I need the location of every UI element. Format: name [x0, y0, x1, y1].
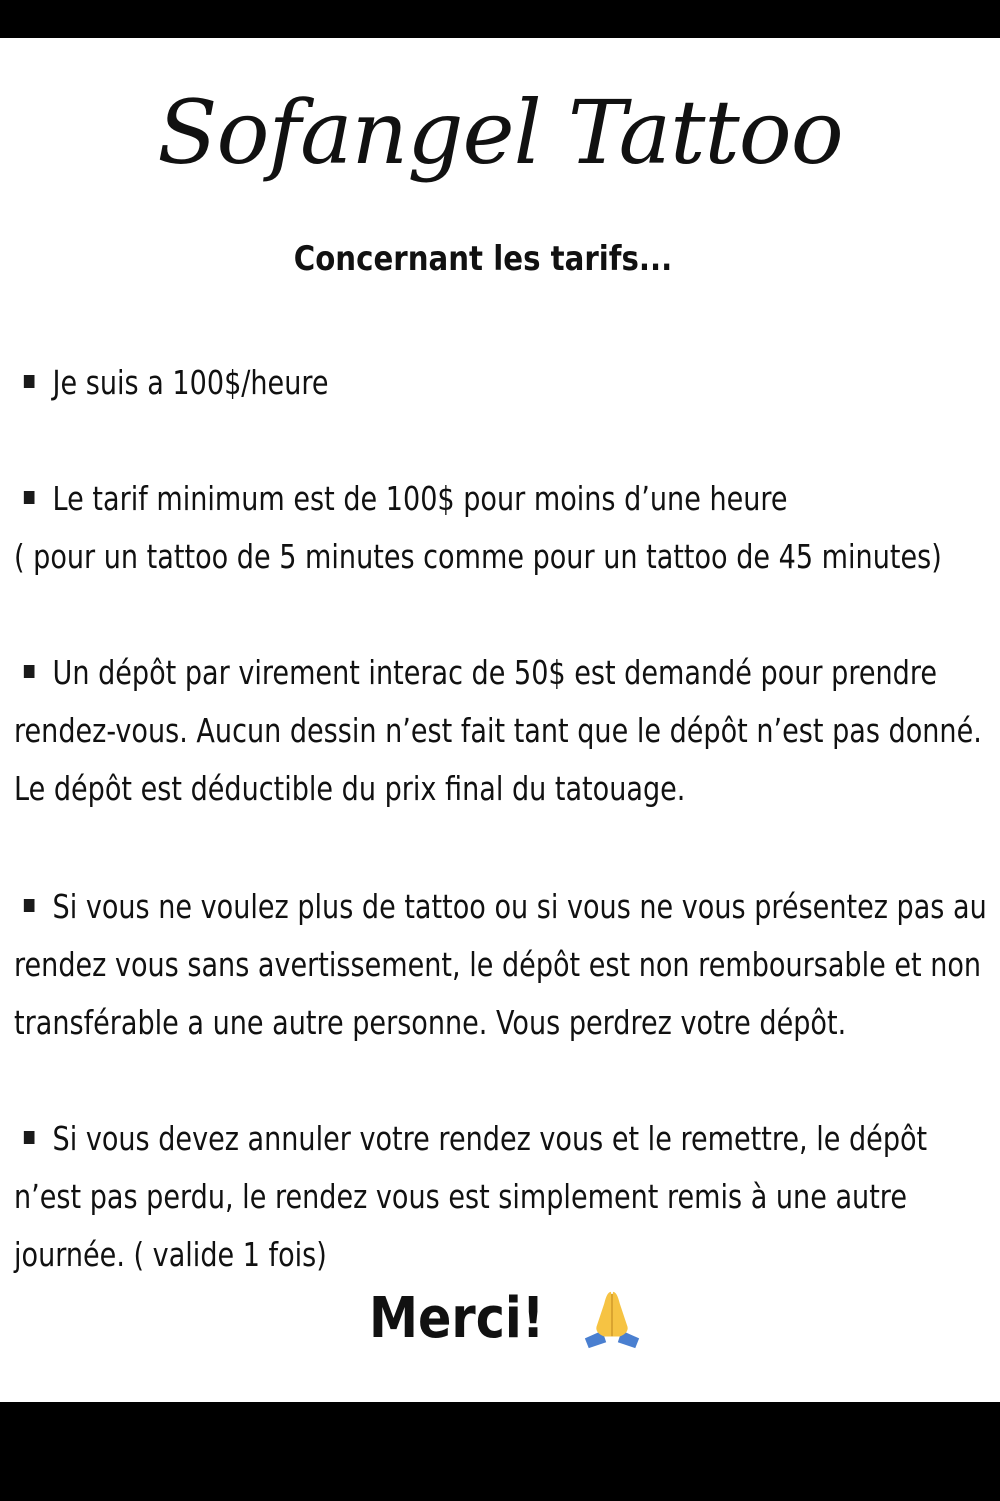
square-bullet-icon	[24, 665, 35, 678]
rule-text: Je suis a 100$/heure	[52, 363, 329, 402]
rule-hourly-rate	[14, 354, 986, 412]
praying-hands-icon	[581, 1288, 643, 1350]
square-bullet-icon	[24, 1131, 35, 1144]
rule-line: transférable a une autre personne. Vous perdrez votre dépôt.	[14, 1003, 847, 1042]
rule-line: rendez-vous. Aucun dessin n’est fait tant que le dépôt n’est pas donné.	[14, 711, 982, 750]
rule-line: n’est pas perdu, le rendez vous est simplement remis à une autre	[14, 1177, 907, 1216]
rule-reschedule	[14, 1110, 986, 1284]
rule-line	[14, 470, 811, 528]
rule-line: journée. ( valide 1 fois)	[14, 1235, 327, 1274]
rule-line: Le dépôt est déductible du prix final du tatouage.	[14, 769, 686, 808]
rule-deposit	[14, 644, 986, 818]
rule-line: rendez vous sans avertissement, le dépôt est non remboursable et non	[14, 945, 982, 984]
rule-line	[14, 644, 937, 702]
top-black-bar	[0, 0, 1000, 38]
page-subtitle: Concernant les tarifs...	[293, 239, 673, 279]
bottom-black-bar	[0, 1402, 1000, 1501]
thanks-text: Merci!	[368, 1285, 544, 1351]
rule-text: Si vous ne voulez plus de tattoo ou si vous ne vous présentez pas au	[52, 887, 987, 926]
rule-text: Un dépôt par virement interac de 50$ est demandé pour prendre	[52, 653, 937, 692]
pricing-card	[0, 38, 1000, 1402]
rule-line: ( pour un tattoo de 5 minutes comme pour un tattoo de 45 minutes)	[14, 537, 942, 576]
rule-no-show	[14, 878, 986, 1052]
closing-thanks	[0, 1276, 1000, 1359]
square-bullet-icon	[24, 491, 35, 504]
rule-text: Le tarif minimum est de 100$ pour moins d’une heure	[52, 479, 788, 518]
rule-text: Si vous devez annuler votre rendez vous et le remettre, le dépôt	[52, 1119, 928, 1158]
rule-line	[14, 354, 811, 412]
rule-line	[14, 878, 987, 936]
rule-line	[14, 1110, 928, 1168]
rule-minimum-rate	[14, 470, 986, 586]
square-bullet-icon	[24, 899, 35, 912]
brand-logo: Sofangel Tattoo	[157, 81, 843, 184]
square-bullet-icon	[24, 375, 35, 388]
